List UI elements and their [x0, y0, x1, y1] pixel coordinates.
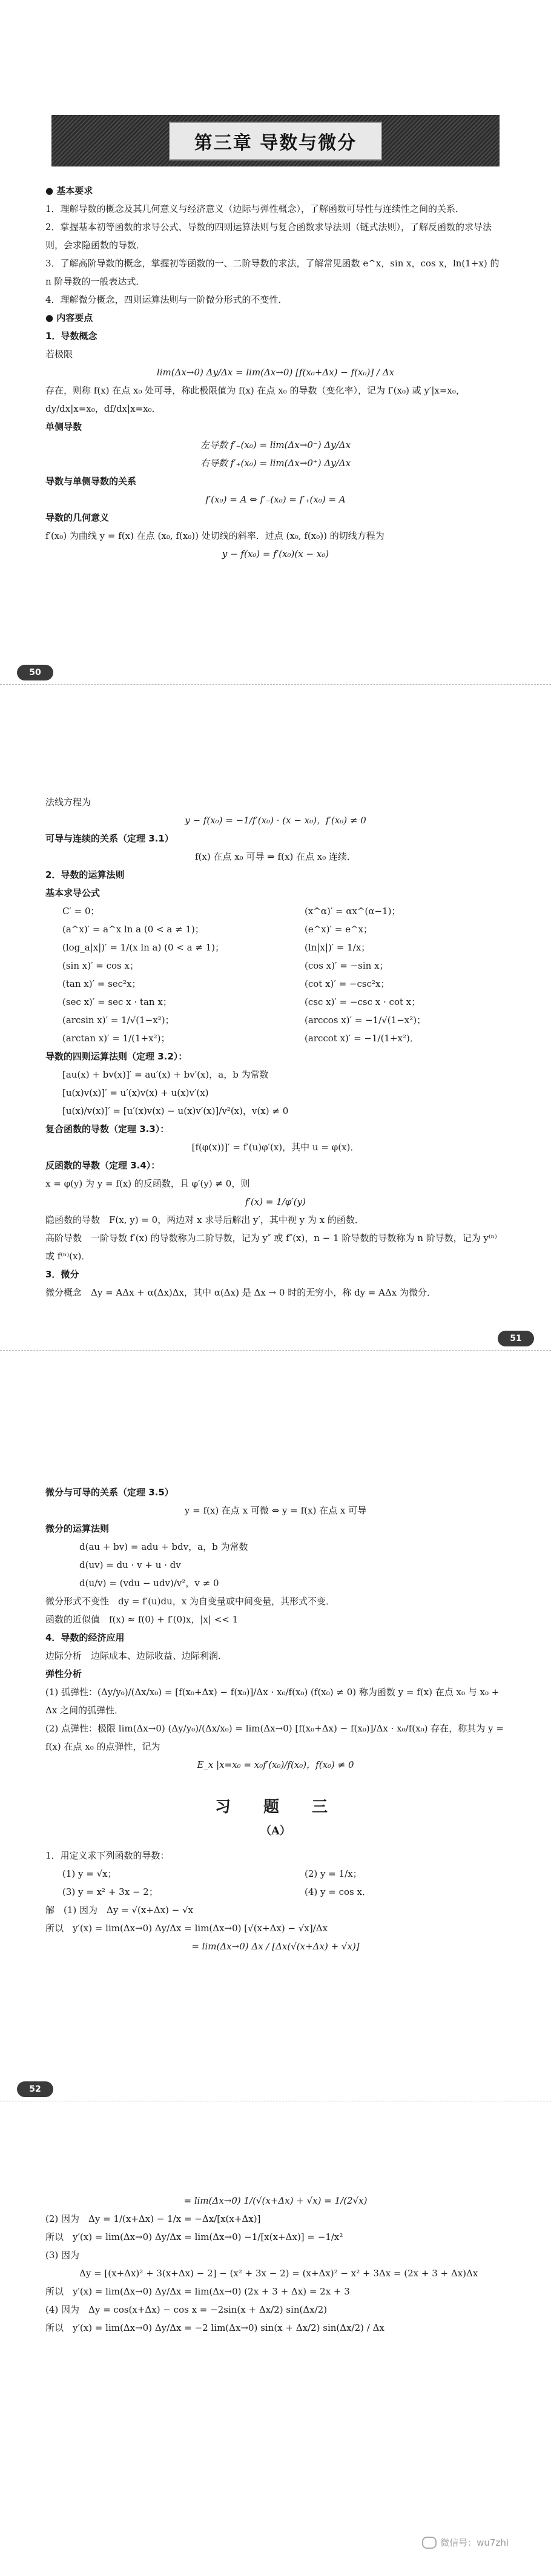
text-line: 2．导数的运算法则 [45, 869, 125, 880]
text-line: [u(x)/v(x)]′ = [u′(x)v(x) − u(x)v′(x)]/v²(x)，v(x) ≠ 0 [62, 1105, 289, 1116]
solution-line: = lim(Δx→0) 1/(√(x+Δx) + √x) = 1/(2√x) [183, 2195, 368, 2206]
watermark-text: 微信号：wu7zhi [440, 2537, 509, 2548]
text-line: 微分与可导的关系（定理 3.5） [45, 1487, 174, 1498]
text-line: 微分形式不变性 dy = f′(u)du，x 为自变量或中间变量，其形式不变． [45, 1596, 335, 1607]
question-item: (2) y = 1/x； [305, 1868, 362, 1879]
solution-line: = lim(Δx→0) Δx / [Δx(√(x+Δx) + √x)] [191, 1941, 360, 1952]
text-line: (1) 弧弹性：(Δy/y₀)/(Δx/x₀) = [f(x₀+Δx) − f(x₀)]/Δx · x₀/f(x₀) (f(x₀) ≠ 0) 称为函数 y = f(x) 在点 x₀ 与 x₀ + Δx 之间的弧弹性． [45, 1687, 500, 1716]
text-line: 存在，则称 f(x) 在点 x₀ 处可导，称此极限值为 f(x) 在点 x₀ 的导数（变化率），记为 f′(x₀) 或 y′|x=x₀，dy/dx|x=x₀，df/dx|x=x₀． [45, 385, 465, 414]
text-line: 可导与连续的关系（定理 3.1） [45, 833, 174, 844]
page-number: 51 [498, 1331, 534, 1346]
text-line: 4．理解微分概念，四则运算法则与一阶微分形式的不变性． [45, 294, 288, 305]
page-3-content [45, 1483, 506, 1774]
text-line: 若极限 [45, 349, 73, 360]
text-line: ● 基本要求 [45, 185, 93, 196]
derivative-formula: (arcsin x)′ = 1/√(1−x²)； [62, 1015, 174, 1026]
solution-line: 所以 y′(x) = lim(Δx→0) Δy/Δx = −2 lim(Δx→0) sin(x + Δx/2) sin(Δx/2) / Δx [45, 2322, 384, 2333]
page-number: 52 [17, 2081, 53, 2097]
text-line: 1．导数概念 [45, 331, 97, 341]
text-line: [u(x)v(x)]′ = u′(x)v(x) + u(x)v′(x) [62, 1087, 209, 1098]
text-line: 基本求导公式 [45, 888, 101, 898]
exercise-title: 习 题 三 [214, 1798, 336, 1816]
text-line: f′(x) = 1/φ′(y) [245, 1196, 306, 1207]
text-line: 法线方程为 [45, 797, 91, 808]
solution-line: Δy = [(x+Δx)² + 3(x+Δx) − 2] − (x² + 3x − 2) = (x+Δx)² − x² + 3Δx = (2x + 3 + Δx)Δx [79, 2268, 478, 2279]
page-1-content [45, 182, 506, 563]
text-line: (2) 点弹性：极限 lim(Δx→0) (Δy/y₀)/(Δx/x₀) = lim(Δx→0) [f(x₀+Δx) − f(x₀)]/Δx · x₀/f(x₀) 存在，称其为 y = f(x) 在点 x₀ 的点弹性，记为 [45, 1723, 504, 1752]
page-3-footer [0, 2077, 551, 2101]
watermark [422, 2536, 509, 2549]
text-line: 单侧导数 [45, 421, 82, 432]
derivative-formula: (log_a|x|)′ = 1/(x ln a) (0 < a ≠ 1)； [62, 942, 225, 953]
page-number: 50 [17, 665, 53, 680]
text-line: 弹性分析 [45, 1668, 82, 1679]
text-line: ● 内容要点 [45, 312, 93, 323]
text-line: E_x |x=x₀ = x₀f′(x₀)/f(x₀)，f(x₀) ≠ 0 [197, 1759, 354, 1770]
text-line: 反函数的导数（定理 3.4）： [45, 1160, 160, 1171]
solution-line: (4) 因为 Δy = cos(x+Δx) − cos x = −2sin(x + Δx/2) sin(Δx/2) [45, 2304, 328, 2315]
derivative-formula: (tan x)′ = sec²x； [62, 978, 141, 989]
wechat-icon [422, 2537, 437, 2549]
text-line: 边际分析 边际成本、边际收益、边际利润． [45, 1650, 228, 1661]
text-line: [f(φ(x))]′ = f′(u)φ′(x)，其中 u = φ(x)． [191, 1142, 360, 1153]
chapter-banner [51, 115, 500, 166]
derivative-formula: (sin x)′ = cos x； [62, 960, 139, 971]
text-line: 隐函数的导数 F(x, y) = 0，两边对 x 求导后解出 y′，其中视 y 为 x 的函数． [45, 1214, 364, 1225]
solution-line: (3) 因为 [45, 2250, 80, 2261]
solution [45, 1901, 506, 1955]
derivative-formula: (cos x)′ = −sin x； [305, 960, 389, 971]
page-1-footer [0, 660, 551, 685]
derivative-formula-table [45, 902, 506, 1047]
text-line: x = φ(y) 为 y = f(x) 的反函数，且 φ′(y) ≠ 0，则 [45, 1178, 250, 1189]
page-2-content [45, 793, 506, 902]
question-items [45, 1865, 506, 1901]
page-4-content [45, 2192, 506, 2337]
text-line: lim(Δx→0) Δy/Δx = lim(Δx→0) [f(x₀+Δx) − f(x₀)] / Δx [156, 367, 395, 378]
derivative-formula: (x^α)′ = αx^(α−1)； [305, 906, 401, 917]
text-line: [au(x) + bv(x)]′ = au′(x) + bv′(x)，a，b 为常数 [62, 1069, 269, 1080]
page-2-content-rules [45, 1047, 506, 1302]
question-item: (1) y = √x； [62, 1868, 117, 1879]
text-line: 4．导数的经济应用 [45, 1632, 125, 1643]
page-1 [0, 182, 551, 787]
question-intro: 1．用定义求下列函数的导数： [45, 1850, 170, 1861]
text-line: f′(x₀) 为曲线 y = f(x) 在点 (x₀, f(x₀)) 处切线的斜率．过点 (x₀, f(x₀)) 的切线方程为 [45, 530, 384, 541]
text-line: 3．了解高阶导数的概念，掌握初等函数的一、二阶导数的求法，了解常见函数 e^x，sin x，cos x，ln(1+x) 的 n 阶导数的一般表达式． [45, 258, 500, 287]
text-line: 微分的运算法则 [45, 1523, 110, 1534]
derivative-formula: (e^x)′ = e^x； [305, 924, 373, 935]
text-line: y − f(x₀) = f′(x₀)(x − x₀) [222, 548, 329, 559]
page-2-footer [0, 1326, 551, 1351]
solution-line: 所以 y′(x) = lim(Δx→0) Δy/Δx = lim(Δx→0) [√(x+Δx) − √x]/Δx [45, 1923, 328, 1934]
derivative-formula: (sec x)′ = sec x · tan x； [62, 996, 172, 1007]
solution-line: 所以 y′(x) = lim(Δx→0) Δy/Δx = lim(Δx→0) −1/[x(x+Δx)] = −1/x² [45, 2232, 343, 2242]
text-line: d(uv) = du · v + u · dv [79, 1560, 181, 1570]
text-line: 函数的近似值 f(x) ≈ f(0) + f′(0)x，|x| << 1 [45, 1614, 239, 1625]
text-line: y = f(x) 在点 x 可微 ⇔ y = f(x) 在点 x 可导 [184, 1505, 367, 1516]
text-line: 2．掌握基本初等函数的求导公式、导数的四则运算法则与复合函数求导法则（链式法则），了解反函数的求导法则，会求隐函数的导数． [45, 222, 492, 251]
page-2 [0, 793, 551, 1411]
text-line: f(x) 在点 x₀ 可导 ⇒ f(x) 在点 x₀ 连续． [194, 851, 357, 862]
solution-line: (2) 因为 Δy = 1/(x+Δx) − 1/x = −Δx/[x(x+Δx)] [45, 2213, 261, 2224]
question-item: (4) y = cos x． [305, 1886, 371, 1897]
derivative-formula: (csc x)′ = −csc x · cot x； [305, 996, 421, 1007]
text-line: f′(x₀) = A ⇔ f′₋(x₀) = f′₊(x₀) = A [205, 494, 346, 505]
text-line: d(u/v) = (vdu − udv)/v²，v ≠ 0 [79, 1578, 219, 1589]
derivative-formula: (arccot x)′ = −1/(1+x²)． [305, 1033, 419, 1044]
text-line: 导数的四则运算法则（定理 3.2）： [45, 1051, 188, 1062]
text-line: 导数与单侧导数的关系 [45, 476, 137, 487]
page-3 [0, 1483, 551, 2101]
derivative-formula: (arctan x)′ = 1/(1+x²)； [62, 1033, 170, 1044]
chapter-title: 第三章 导数与微分 [169, 122, 382, 160]
derivative-formula: (ln|x|)′ = 1/x； [305, 942, 371, 953]
text-line: 1．理解导数的概念及其几何意义与经济意义（边际与弹性概念），了解函数可导性与连续性之间的关系． [45, 203, 465, 214]
text-line: 右导数 f′₊(x₀) = lim(Δx→0⁺) Δy/Δx [200, 458, 351, 469]
text-line: 高阶导数 一阶导数 f′(x) 的导数称为二阶导数，记为 y″ 或 f″(x)，n − 1 阶导数的导数称为 n 阶导数，记为 y⁽ⁿ⁾ 或 f⁽ⁿ⁾(x)． [45, 1233, 497, 1262]
solution-line: 解 (1) 因为 Δy = √(x+Δx) − √x [45, 1905, 194, 1916]
text-line: 导数的几何意义 [45, 512, 110, 523]
page-4 [0, 2192, 551, 2406]
text-line: 复合函数的导数（定理 3.3）： [45, 1124, 170, 1135]
text-line: 3．微分 [45, 1269, 79, 1280]
text-line: 左导数 f′₋(x₀) = lim(Δx→0⁻) Δy/Δx [200, 440, 351, 450]
derivative-formula: C′ = 0； [62, 906, 100, 917]
exercise-section: （A） [260, 1825, 291, 1837]
text-line: 微分概念 Δy = AΔx + α(Δx)Δx，其中 α(Δx) 是 Δx → 0 时的无穷小，称 dy = AΔx 为微分． [45, 1287, 437, 1298]
question-item: (3) y = x² + 3x − 2； [62, 1886, 158, 1897]
text-line: d(au + bv) = adu + bdv，a，b 为常数 [79, 1541, 248, 1552]
derivative-formula: (arccos x)′ = −1/√(1−x²)； [305, 1015, 426, 1026]
derivative-formula: (a^x)′ = a^x ln a (0 < a ≠ 1)； [62, 924, 204, 935]
solution-line: 所以 y′(x) = lim(Δx→0) Δy/Δx = lim(Δx→0) (2x + 3 + Δx) = 2x + 3 [45, 2286, 350, 2297]
derivative-formula: (cot x)′ = −csc²x； [305, 978, 390, 989]
text-line: y − f(x₀) = −1/f′(x₀) · (x − x₀)，f′(x₀) ≠ 0 [185, 815, 366, 826]
